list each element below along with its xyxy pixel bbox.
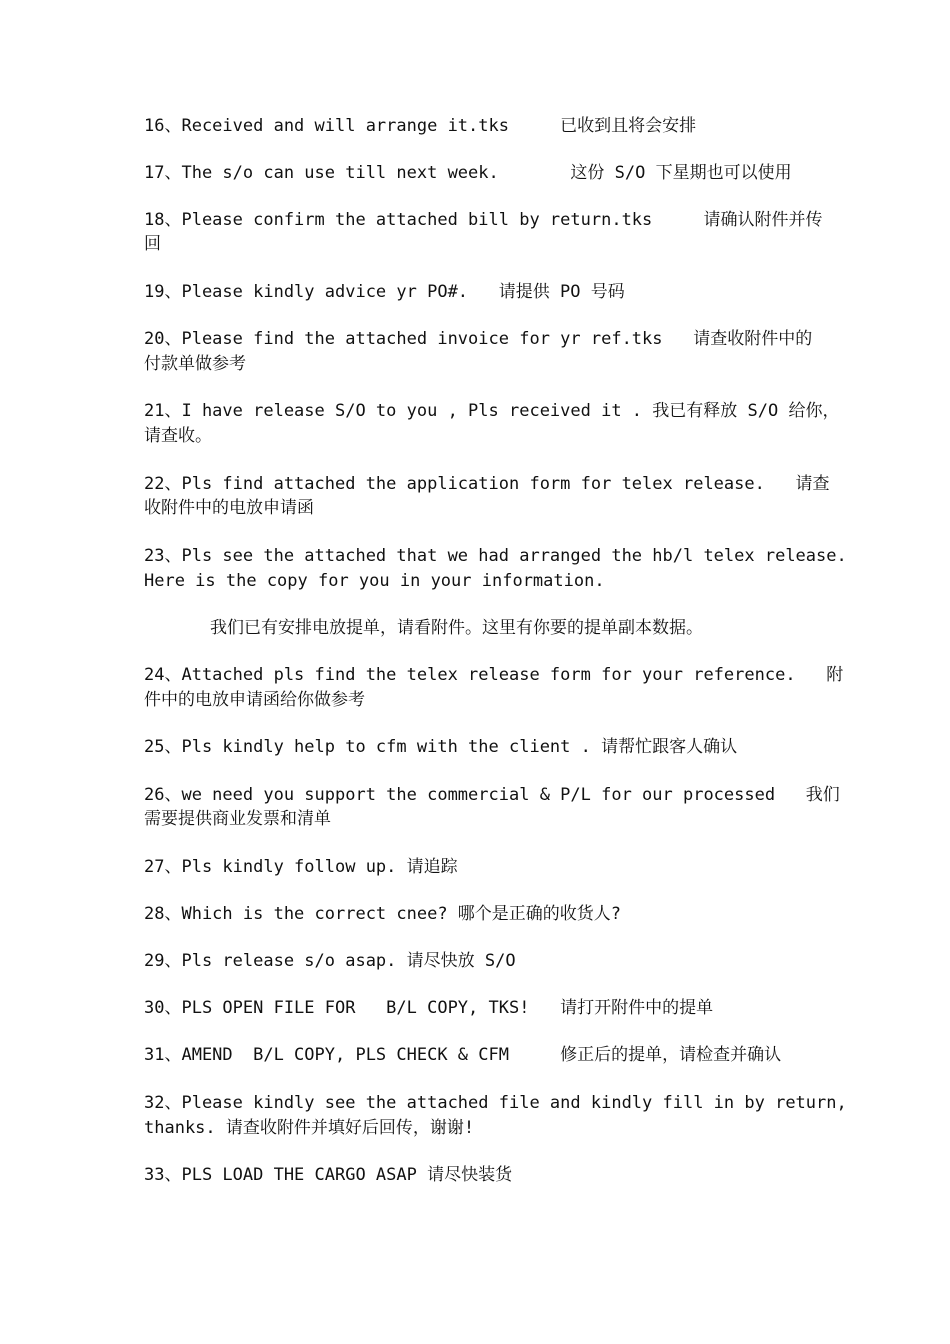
text-line: 需要提供商业发票和清单 [144,809,331,829]
text-line: 22、Pls find attached the application form for telex release. 请查 [144,474,830,494]
text-line: 30、PLS OPEN FILE FOR B/L COPY, TKS! 请打开附件中的提单 [144,998,714,1018]
text-line: 17、The s/o can use till next week. 这份 S/O 下星期也可以使用 [144,163,792,183]
text-line: thanks. 请查收附件并填好后回传，谢谢! [144,1118,475,1138]
text-line: 21、I have release S/O to you , Pls received it . 我已有释放 S/O 给你， [144,401,840,421]
text-line: 回 [144,234,161,254]
text-line: 16、Received and will arrange it.tks 已收到且将会安排 [144,116,697,136]
text-line: 25、Pls kindly help to cfm with the client . 请帮忙跟客人确认 [144,737,738,757]
text-line: 18、Please confirm the attached bill by return.tks 请确认附件并传 [144,210,823,230]
text-line: 27、Pls kindly follow up. 请追踪 [144,857,458,877]
text-line: 26、we need you support the commercial & P/L for our processed 我们 [144,785,840,805]
text-line: 33、PLS LOAD THE CARGO ASAP 请尽快装货 [144,1165,513,1185]
text-line: 请查收。 [144,426,212,446]
text-line: 29、Pls release s/o asap. 请尽快放 S/O [144,951,516,971]
text-line: 付款单做参考 [144,354,246,374]
text-line: 19、Please kindly advice yr PO#. 请提供 PO 号码 [144,282,625,302]
text-line: 我们已有安排电放提单，请看附件。这里有你要的提单副本数据。 [210,618,703,638]
text-line: Here is the copy for you in your information. [144,571,605,591]
text-line: 收附件中的电放申请函 [144,498,314,518]
text-line: 23、Pls see the attached that we had arranged the hb/l telex release. [144,546,847,566]
text-line: 件中的电放申请函给你做参考 [144,690,365,710]
text-line: 32、Please kindly see the attached file and kindly fill in by return, [144,1093,847,1113]
text-line: 20、Please find the attached invoice for yr ref.tks 请查收附件中的 [144,329,813,349]
text-line: 28、Which is the correct cnee? 哪个是正确的收货人? [144,904,622,924]
text-line: 24、Attached pls find the telex release form for your reference. 附 [144,665,844,685]
text-line: 31、AMEND B/L COPY, PLS CHECK & CFM 修正后的提单，请检查并确认 [144,1045,782,1065]
